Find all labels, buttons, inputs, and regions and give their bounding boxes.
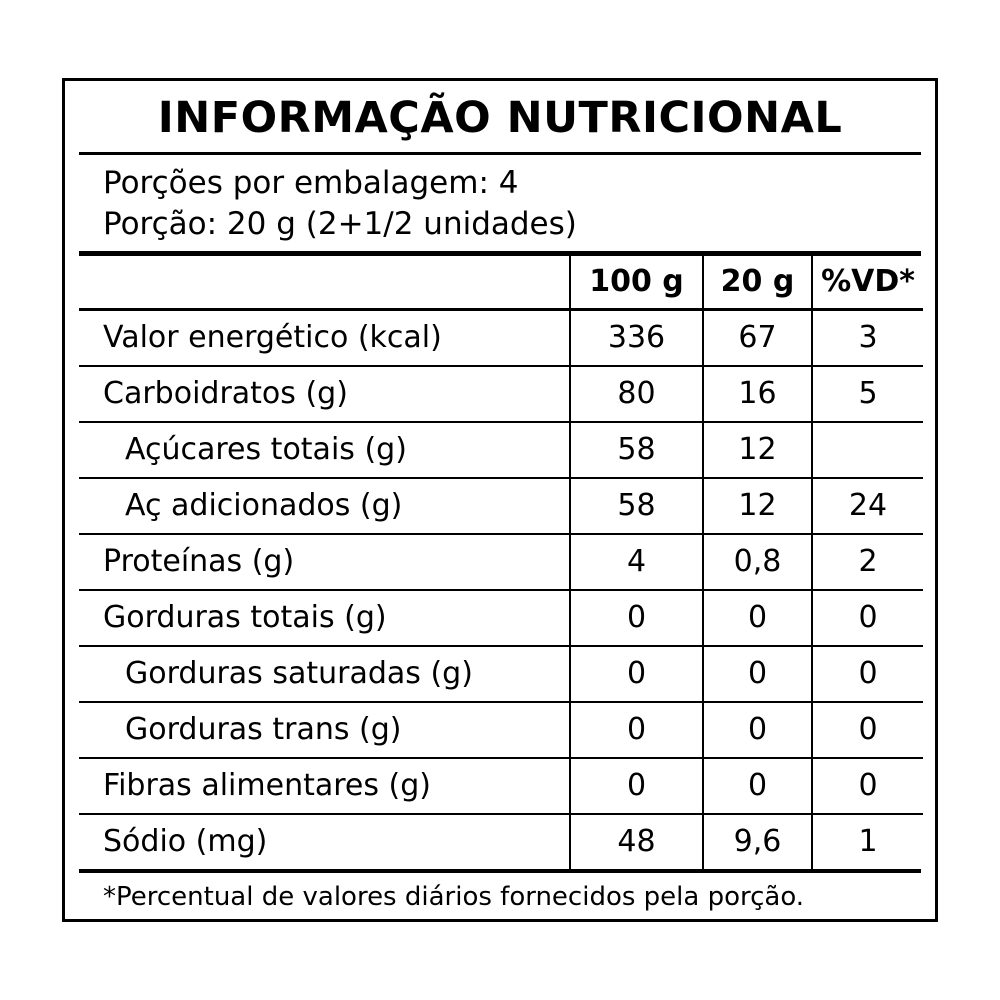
table-row [79, 590, 923, 646]
value-per-100g: 58 [570, 422, 703, 478]
value-percent-vd: 0 [812, 702, 923, 758]
nutrient-name: Açúcares totais (g) [79, 422, 570, 478]
nutrient-name: Valor energético (kcal) [103, 320, 442, 356]
nutrient-name: Fibras alimentares (g) [79, 758, 570, 814]
value-percent-vd: 0 [812, 758, 923, 814]
table-row [79, 646, 923, 702]
nutrition-facts-inner [65, 81, 935, 919]
value-per-portion: 0 [703, 758, 812, 814]
value-per-100g: 0 [570, 702, 703, 758]
value-per-portion: 12 [703, 422, 812, 478]
value-per-portion: 9,6 [703, 814, 812, 869]
table-header-row [79, 256, 923, 310]
nutrient-name: Gorduras trans (g) [79, 702, 570, 758]
column-header-vd: %VD* [812, 256, 923, 310]
value-per-100g: 80 [570, 366, 703, 422]
nutrient-name: Carboidratos (g) [79, 366, 570, 422]
table-row [79, 814, 923, 869]
value-per-100g: 48 [570, 814, 703, 869]
value-per-portion: 0 [703, 590, 812, 646]
value-per-100g: 336 [570, 309, 703, 366]
value-per-portion: 0,8 [703, 534, 812, 590]
value-percent-vd: 5 [812, 366, 923, 422]
nutrition-facts-panel [62, 78, 938, 922]
value-per-100g: 4 [570, 534, 703, 590]
serving-size: Porção: 20 g (2+1/2 unidades) [103, 205, 577, 242]
table-row [79, 478, 923, 534]
value-per-portion: 16 [703, 366, 812, 422]
nutrient-name: Sódio (mg) [79, 814, 570, 869]
table-row [79, 758, 923, 814]
nutrient-name: Gorduras saturadas (g) [79, 646, 570, 702]
value-per-portion: 12 [703, 478, 812, 534]
value-per-100g: 0 [570, 590, 703, 646]
nutrition-table [79, 256, 923, 869]
table-row [79, 422, 923, 478]
page-title: INFORMAÇÃO NUTRICIONAL [79, 81, 921, 155]
value-per-100g: 58 [570, 478, 703, 534]
value-percent-vd: 24 [812, 478, 923, 534]
table-body [79, 309, 923, 869]
value-percent-vd: 0 [812, 590, 923, 646]
value-per-portion: 0 [703, 646, 812, 702]
table-row [79, 702, 923, 758]
column-header-portion: 20 g [703, 256, 812, 310]
value-percent-vd [812, 422, 923, 478]
column-header-100g: 100 g [570, 256, 703, 310]
value-per-100g: 0 [570, 646, 703, 702]
table-header [79, 256, 923, 310]
value-per-100g: 0 [570, 758, 703, 814]
column-header-nutrient [79, 256, 570, 310]
value-percent-vd: 1 [812, 814, 923, 869]
nutrient-name: Gorduras totais (g) [79, 590, 570, 646]
table-row [79, 309, 923, 366]
value-percent-vd: 3 [812, 309, 923, 366]
value-percent-vd: 2 [812, 534, 923, 590]
servings-block [79, 155, 921, 256]
value-percent-vd: 0 [812, 646, 923, 702]
table-row [79, 366, 923, 422]
footnote-block [79, 869, 921, 913]
table-row [79, 534, 923, 590]
servings-per-package: Porções por embalagem: 4 [103, 165, 519, 201]
nutrient-name: Aç adicionados (g) [79, 478, 570, 534]
footnote-text: *Percentual de valores diários fornecidos pela porção. [103, 881, 805, 912]
nutrient-name: Proteínas (g) [79, 534, 570, 590]
value-per-portion: 0 [703, 702, 812, 758]
value-per-portion: 67 [703, 309, 812, 366]
